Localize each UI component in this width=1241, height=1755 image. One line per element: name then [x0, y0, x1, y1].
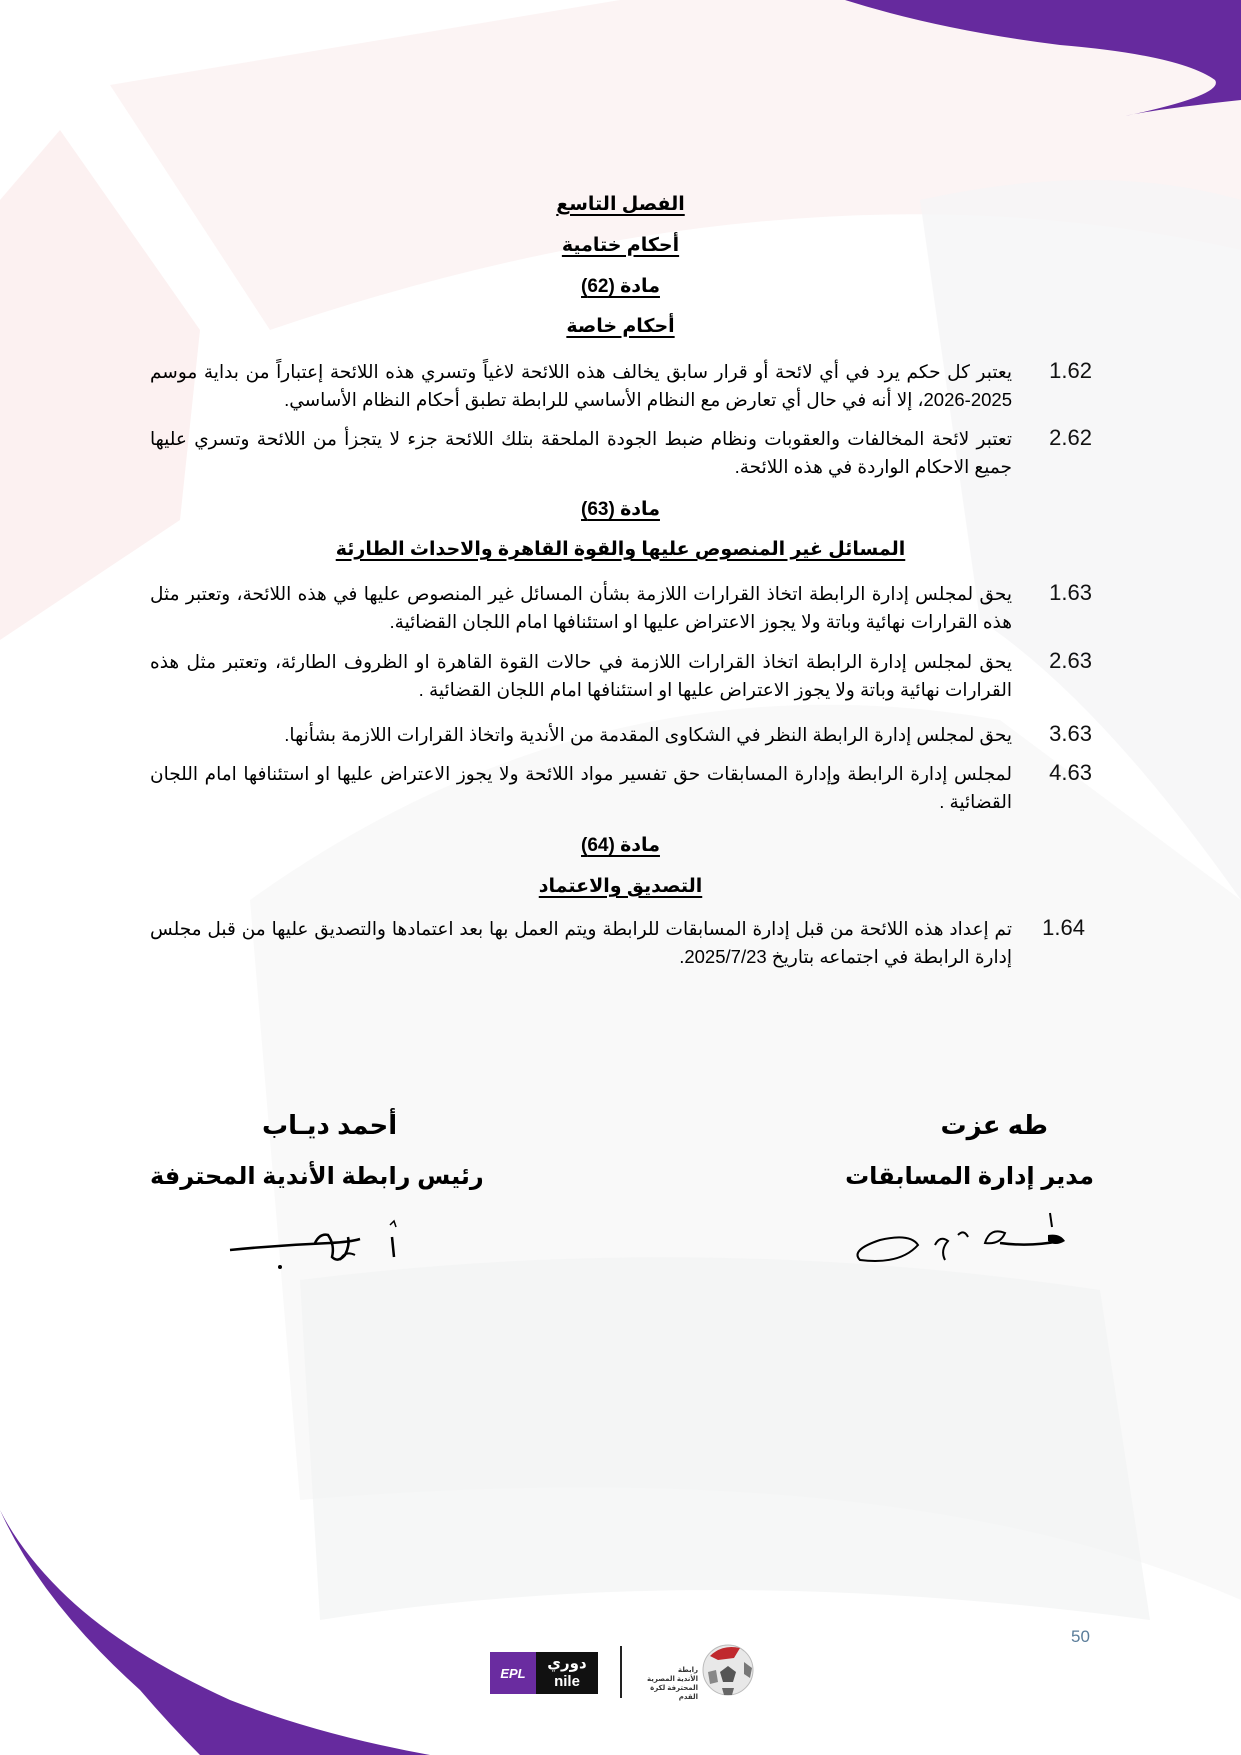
handwritten-signature-icon — [840, 1205, 1090, 1275]
nile-wordmark: دوري nile — [536, 1652, 598, 1694]
signatory-right-name: طه عزت — [940, 1110, 1048, 1140]
chapter-subtitle: أحكام ختامية — [561, 235, 680, 256]
article-63-subheading: المسائل غير المنصوص عليها والقوة القاهرة والاحداث الطارئة — [335, 539, 906, 560]
clause-1-62 — [150, 358, 1120, 414]
clause-number: 2.63 — [1049, 648, 1092, 673]
clause-number: 1.63 — [1049, 580, 1092, 605]
chapter-title: الفصل التاسع — [556, 194, 685, 215]
logo-divider — [620, 1646, 622, 1698]
clause-number: 3.63 — [1049, 721, 1092, 746]
clause-4-63 — [150, 760, 1120, 816]
article-62-subheading: أحكام خاصة — [566, 316, 675, 337]
league-name: رابطة الأندية المصرية المحترفة لكرة القدم — [647, 1667, 698, 1701]
clause-2-63 — [150, 648, 1120, 704]
article-64-subheading: التصديق والاعتماد — [538, 876, 703, 897]
article-62-heading: مادة (62) — [581, 276, 660, 297]
nile-league-logo — [490, 1652, 598, 1694]
clause-number: 1.64 — [1042, 915, 1085, 940]
clause-1-64 — [150, 915, 1120, 971]
article-64-heading: مادة (64) — [581, 835, 660, 856]
article-63-heading: مادة (63) — [581, 499, 660, 520]
epl-badge: EPL — [490, 1652, 536, 1694]
clause-text: يحق لمجلس إدارة الرابطة اتخاذ القرارات اللازمة في حالات القوة القاهرة او الظروف الطارئة، وتعتبر مثل هذه القرارات نهائية وباتة ولا يجوز الاعتراض عليها او استئنافها امام اللجان القضائية . — [150, 651, 1012, 700]
clause-text: يحق لمجلس إدارة الرابطة اتخاذ القرارات اللازمة بشأن المسائل غير المنصوص عليها في هذه اللائحة، وتعتبر مثل هذه القرارات نهائية وباتة ولا يجوز الاعتراض عليها او استئنافها امام اللجان القضائية. — [150, 583, 1012, 632]
clause-text: يعتبر كل حكم يرد في أي لائحة أو قرار سابق يخالف هذه اللائحة لاغياً وتسري هذه اللائحة إعتباراً من بداية موسم 2025-2026، إلا أنه في حال أي تعارض مع النظام الأساسي للرابطة تطبق أحكام النظام الأساسي. — [150, 361, 1012, 410]
clause-text: تم إعداد هذه اللائحة من قبل إدارة المسابقات للرابطة ويتم العمل بها بعد اعتمادها والتصديق عليها من قبل مجلس إدارة الرابطة في اجتماعه بتاريخ 2025/7/23. — [150, 918, 1012, 967]
clause-number: 4.63 — [1049, 760, 1092, 785]
handwritten-signature-icon — [220, 1215, 430, 1280]
clause-text: تعتبر لائحة المخالفات والعقوبات ونظام ضبط الجودة الملحقة بتلك اللائحة جزء لا يتجزأ من اللائحة وتسري عليها جميع الاحكام الواردة في هذه اللائحة. — [150, 428, 1012, 477]
clause-1-63 — [150, 580, 1120, 636]
clause-text: يحق لمجلس إدارة الرابطة النظر في الشكاوى المقدمة من الأندية واتخاذ القرارات اللازمة بشأنها. — [284, 724, 1012, 745]
clause-number: 1.62 — [1049, 358, 1092, 383]
page-number: 50 — [1071, 1627, 1090, 1646]
clause-text: لمجلس إدارة الرابطة وإدارة المسابقات حق تفسير مواد اللائحة ولا يجوز الاعتراض عليها او استئنافها امام اللجان القضائية . — [150, 763, 1012, 812]
egyptian-pro-league-logo — [638, 1640, 758, 1700]
football-icon — [700, 1642, 756, 1698]
clause-2-62 — [150, 425, 1120, 481]
signatory-right-title: مدير إدارة المسابقات — [845, 1163, 1094, 1190]
signatory-left-name: أحمد ديـاب — [262, 1110, 398, 1140]
clause-number: 2.62 — [1049, 425, 1092, 450]
signatory-left-title: رئيس رابطة الأندية المحترفة — [150, 1163, 484, 1190]
clause-3-63 — [150, 721, 1120, 749]
footer-logos — [490, 1640, 760, 1700]
